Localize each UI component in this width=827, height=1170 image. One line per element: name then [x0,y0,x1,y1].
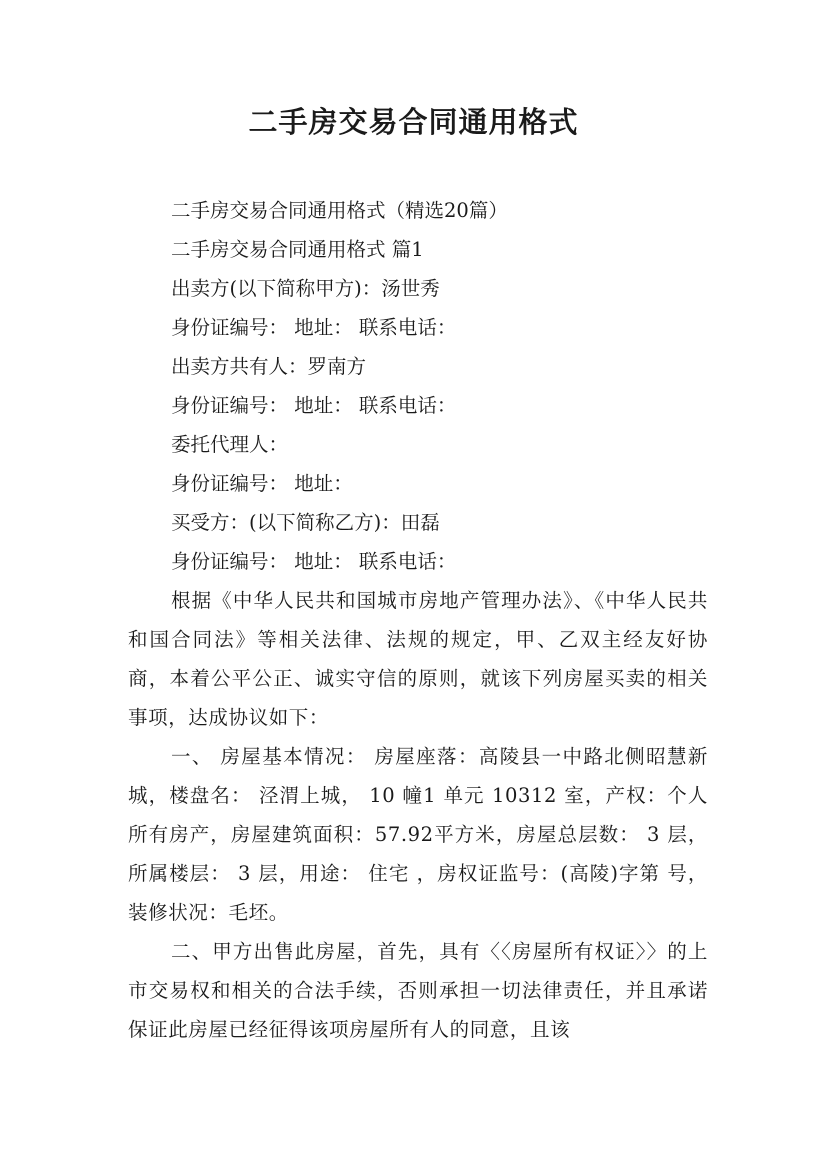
clause-two-paragraph: 二、甲方出售此房屋，首先，具有〈〈房屋所有权证〉〉的上市交易权和相关的合法手续，否则承担一切法律责任，并且承诺保证此房屋已经征得该项房屋所有人的同意，且该 [128,940,708,1041]
agent-line: 委托代理人： [171,433,289,456]
seller-line: 出卖方(以下简称甲方)：汤世秀 [171,277,440,300]
document-body [128,191,708,581]
section-heading: 二手房交易合同通用格式 篇1 [171,238,424,261]
buyer-line: 买受方：(以下简称乙方)：田磊 [171,511,440,534]
document-paragraphs [128,581,708,1049]
subtitle-line: 二手房交易合同通用格式（精选20篇） [171,199,508,222]
preamble-paragraph: 根据《中华人民共和国城市房地产管理办法》、《中华人民共和国合同法》等相关法律、法规的规定，甲、乙双主经友好协商，本着公平公正、诚实守信的原则，就该下列房屋买卖的相关事项，达成协议如下： [128,589,708,729]
agent-id-line: 身份证编号： 地址： [171,472,353,495]
co-owner-line: 出卖方共有人：罗南方 [171,355,367,378]
seller-id-line: 身份证编号： 地址： 联系电话： [171,316,457,339]
document-title: 二手房交易合同通用格式 [248,105,579,139]
buyer-id-line: 身份证编号： 地址： 联系电话： [171,550,457,573]
clause-one-paragraph: 一、 房屋基本情况： 房屋座落：高陵县一中路北侧昭慧新城，楼盘名： 泾渭上城， 10 幢1 单元 10312 室，产权：个人所有房产，房屋建筑面积：57.92平方米，房屋总层数： 3 层，所属楼层： 3 层，用途： 住宅 ，房权证监号：(高陵)字第 号，装修状况：毛坯。 [128,745,708,924]
co-owner-id-line: 身份证编号： 地址： 联系电话： [171,394,457,417]
